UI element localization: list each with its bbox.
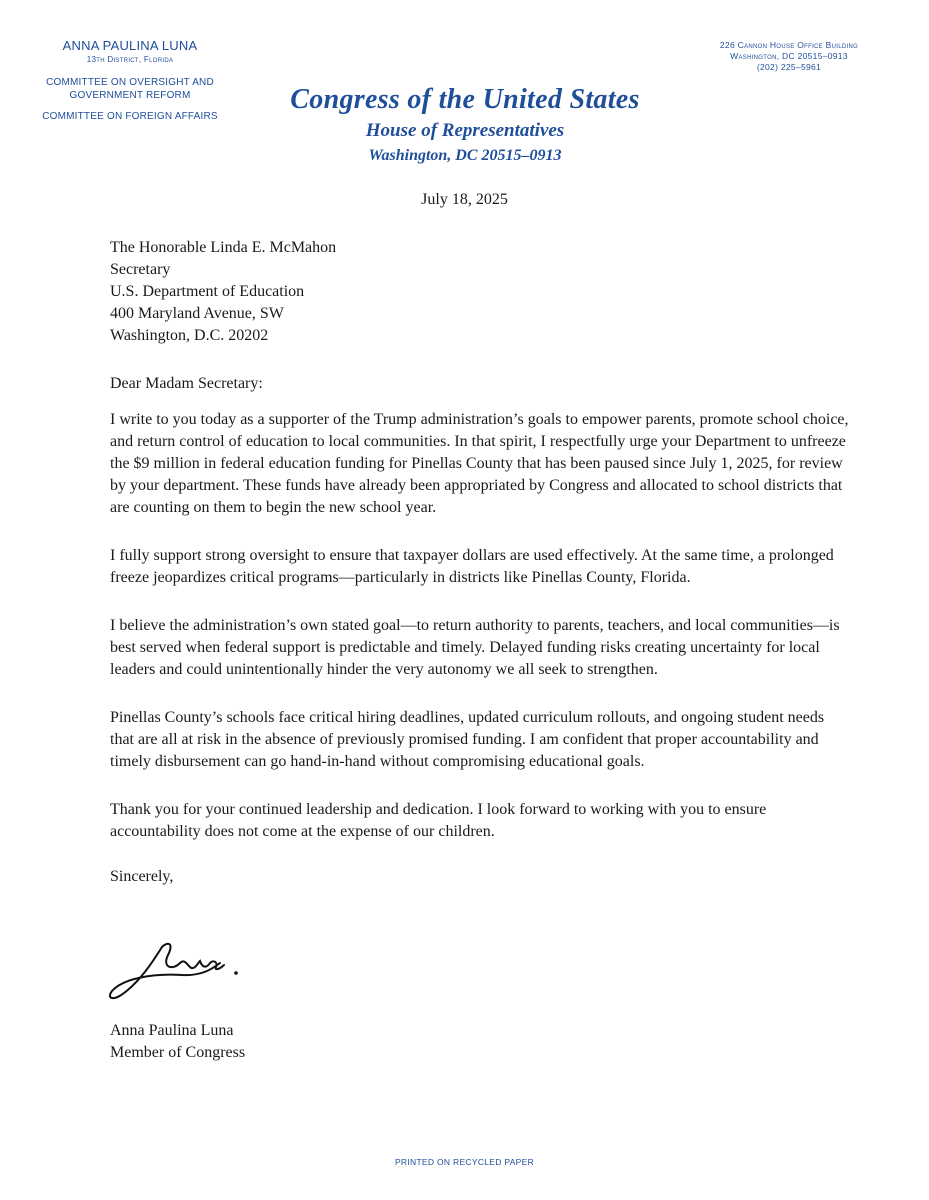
house-location: Washington, DC 20515–0913 bbox=[368, 147, 562, 164]
closing: Sincerely, bbox=[110, 868, 174, 885]
paragraph: I write to you today as a supporter of the Trump administration’s goals to empower parents, promote school choice, and return control of education to local communities. In that spirit, I respectfully urge your Department to unfreeze the $9 million in federal education funding for Pinellas County that has been paused since July 1, 2025, for review by your department. These funds have already been appropriated by Congress and allocated to school districts that are counting on them to begin the new school year. bbox=[110, 411, 849, 516]
office-address-city: Washington, DC 20515–0913 bbox=[730, 51, 848, 61]
letterhead-left bbox=[0, 38, 260, 123]
signer-name: Anna Paulina Luna bbox=[110, 1022, 234, 1039]
paragraph: I believe the administration’s own stated goal—to return authority to parents, teachers, and local communities—is best served when federal support is predictable and timely. Delayed funding risks creating uncertainty for local leaders and could unintentionally hinder the very autonomy we all seek to strengthen. bbox=[110, 617, 840, 678]
recipient-line: 400 Maryland Avenue, SW bbox=[110, 305, 284, 322]
letter-date: July 18, 2025 bbox=[421, 191, 508, 208]
member-name: ANNA PAULINA LUNA bbox=[62, 38, 198, 53]
recipient-line: The Honorable Linda E. McMahon bbox=[110, 239, 337, 256]
signature-image bbox=[102, 933, 262, 1013]
paragraph: Pinellas County’s schools face critical hiring deadlines, updated curriculum rollouts, and ongoing student needs that are all at risk in the absence of previously promised funding. I am confident that proper accountability and timely disbursement can go hand-in-hand without compromising educational goals. bbox=[110, 709, 825, 770]
signer-block bbox=[110, 1020, 245, 1064]
committee-oversight-line-2: GOVERNMENT REFORM bbox=[69, 90, 191, 101]
house-subtitle: House of Representatives bbox=[365, 120, 565, 141]
office-address-building: 226 Cannon House Office Building bbox=[719, 40, 859, 50]
congress-title: Congress of the United States bbox=[290, 84, 640, 115]
recipient-address bbox=[110, 237, 850, 347]
committee-foreign-affairs: COMMITTEE ON FOREIGN AFFAIRS bbox=[42, 111, 218, 122]
paragraph: Thank you for your continued leadership and dedication. I look forward to working with you to ensure accountability does not come at the expense of our children. bbox=[110, 801, 767, 840]
letter-body bbox=[110, 237, 850, 888]
recipient-line: U.S. Department of Education bbox=[110, 283, 305, 300]
recycled-paper-note: PRINTED ON RECYCLED PAPER bbox=[394, 1157, 535, 1167]
committee-oversight-line-1: COMMITTEE ON OVERSIGHT AND bbox=[46, 77, 214, 88]
office-phone: (202) 225–5961 bbox=[756, 62, 822, 72]
paragraph: I fully support strong oversight to ensure that taxpayer dollars are used effectively. At the same time, a prolonged freeze jeopardizes critical programs—particularly in districts like Pinellas County, Florida. bbox=[110, 547, 834, 586]
letterhead-right bbox=[670, 40, 908, 73]
signer-title: Member of Congress bbox=[110, 1044, 246, 1061]
member-district: 13th District, Florida bbox=[86, 55, 174, 64]
recipient-line: Secretary bbox=[110, 261, 171, 278]
recipient-line: Washington, D.C. 20202 bbox=[110, 327, 269, 344]
salutation: Dear Madam Secretary: bbox=[110, 375, 263, 392]
letterhead-center bbox=[240, 82, 690, 168]
